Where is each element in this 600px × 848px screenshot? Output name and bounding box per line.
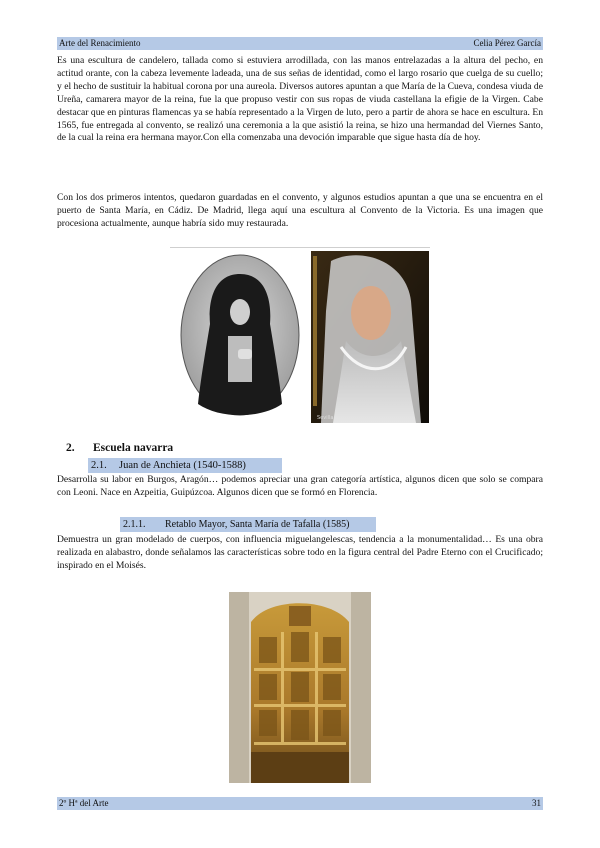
image-watermark: Sevilla	[317, 415, 334, 421]
paragraph-1: Es una escultura de candelero, tallada como si estuviera arrodillada, con las manos entrelazadas a la altura del pecho, en actitud orante, con la cabeza levemente ladeada, una de sus señas de identidad, como el largo rosario que cuelga de su cuello; y el hecho de sustituir la habitual corona por una aureola. Diversos autores apuntan a que María de la Cueva, condesa viuda de Ureña, camarera mayor de la reina, fue la que propuso vestir con sus ropas de viuda castellana la efigie de la Virgen. Cabe destacar que en pinturas flamencas ya se había representado a la Virgen de luto, pero a partir de ahora se hace en escultura. En 1565, fue entregada al convento, se realizó una ceremonia a la que asistió la reina, se hizo una hermandad del Viernes Santo, de la cual la reina era hermana mayor.Con ella comenzaba una devoción imparable que sigue hasta día de hoy.	[57, 55, 543, 144]
subsection-heading	[88, 458, 282, 473]
subsection-number: 2.1.	[91, 460, 107, 471]
header-left: Arte del Renacimiento	[59, 38, 141, 48]
paragraph-2: Con los dos primeros intentos, quedaron guardadas en el convento, y algunos estudios apuntan a que una se encuentra en el puerto de Santa María, en Cádiz. De Madrid, llega aquí una escultura al Convento de la Victoria. Es una imagen que procesiona actualmente, aunque habría sido muy restaurada.	[57, 192, 543, 229]
subsection-title: Juan de Anchieta (1540-1588)	[119, 460, 246, 471]
page-footer	[57, 797, 543, 810]
section-title: Escuela navarra	[93, 442, 174, 454]
subsubsection-title: Retablo Mayor, Santa María de Tafalla (1585)	[165, 519, 350, 530]
page-number: 31	[532, 798, 541, 808]
subsubsection-heading	[120, 517, 376, 532]
paragraph-3: Desarrolla su labor en Burgos, Aragón… podemos apreciar una gran categoría artística, algunos dicen que solo se compara con Leoni. Nace en Azpeitia, Guipúzcoa. Algunos dicen que se formó en Florencia.	[57, 474, 543, 498]
section-heading	[66, 442, 173, 454]
subsubsection-number: 2.1.1.	[123, 519, 146, 530]
retablo-image	[229, 592, 371, 783]
historic-photo-image	[180, 254, 300, 416]
header-right: Celia Pérez García	[473, 38, 541, 48]
footer-left: 2º Hª del Arte	[59, 798, 109, 808]
image-separator	[170, 247, 430, 248]
section-number: 2.	[66, 442, 75, 454]
page-header	[57, 37, 543, 50]
paragraph-4: Demuestra un gran modelado de cuerpos, con influencia miguelangelescas, tendencia a la monumentalidad… Es una obra realizada en alabastro, donde señalamos las características sobre todo en la figura central del Padre Eterno con el Crucificado; inspirado en el Moisés.	[57, 534, 543, 571]
virgin-soledad-image	[311, 251, 429, 423]
